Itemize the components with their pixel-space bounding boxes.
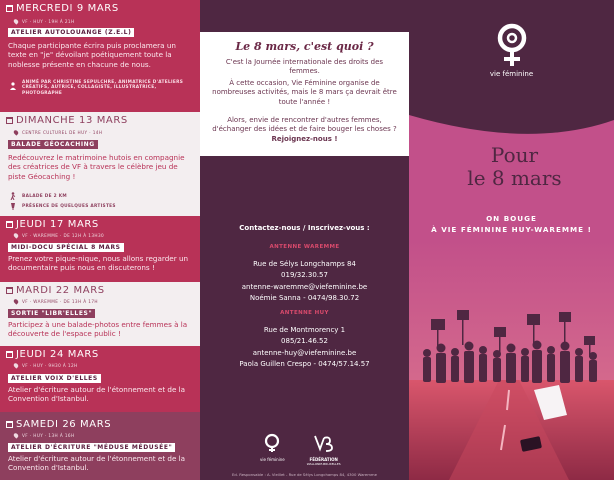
artist-icon	[9, 202, 17, 210]
email-link[interactable]: antenne-huy@viefeminine.be	[252, 348, 357, 357]
address: Rue de Sélys Longchamps 84	[253, 259, 356, 268]
vie-feminine-logo: vie féminine	[260, 433, 285, 466]
legal-notice: Ed. Responsable : A. Vieillet - Rue de Sélys Longchamps 84, 4300 Waremme	[232, 472, 377, 477]
event-description: Atelier d'écriture autour de l'étonnement et de la Convention d'Istanbul.	[8, 454, 186, 473]
phone[interactable]: 019/32.30.57	[281, 271, 328, 279]
event-description: Chaque participante écrira puis proclamera un texte en "je" dévoilant poétiquement toute la noblesse présente en chacune de nous.	[8, 41, 176, 69]
event-meta: CENTRE CULTUREL DE HUY · 14H	[22, 130, 103, 135]
cover-title-line2: le 8 mars	[467, 166, 562, 190]
events-panel	[0, 0, 200, 480]
federation-logo: FÉDÉRATION WALLONIE-BRUXELLES	[307, 433, 341, 466]
slogan-line2: À VIE FÉMININE HUY-WAREMME !	[431, 225, 592, 234]
person-icon	[9, 82, 17, 90]
event-date: DIMANCHE 13 MARS	[16, 115, 128, 126]
event-title: BALADE GÉOCACHING	[8, 140, 98, 149]
antenne-waremme	[200, 242, 409, 305]
cover-title-line1: Pour	[490, 143, 539, 167]
brand-name: vie féminine	[489, 70, 534, 78]
event-meta: VF · HUY · 19H À 21H	[22, 19, 75, 24]
event-description: Participez à une balade-photos entre femmes à la découverte de l'espace public !	[8, 320, 188, 339]
event-description: Redécouvrez le matrimoine hutois en compagnie des créatrices de VF à travers le célèbre jeu de piste Géocaching !	[8, 153, 185, 181]
event-block	[0, 282, 200, 346]
event-title: ATELIER VOIX D'ELLES	[8, 374, 101, 383]
event-date: MARDI 22 MARS	[16, 285, 105, 296]
location-pin-icon	[13, 362, 19, 368]
calendar-icon	[6, 5, 13, 12]
protest-illustration	[409, 240, 614, 480]
event-date: JEUDI 17 MARS	[16, 219, 99, 230]
event-title: MIDI-DOCU SPÉCIAL 8 MARS	[8, 243, 124, 252]
event-date: MERCREDI 9 MARS	[16, 3, 119, 14]
venus-logo-icon	[491, 22, 533, 68]
contact-panel	[200, 0, 409, 480]
event-block	[0, 216, 200, 282]
antenne-label: ANTENNE WAREMME	[269, 244, 340, 250]
address: Rue de Montmorency 1	[263, 325, 346, 334]
location-pin-icon	[13, 232, 19, 238]
event-meta: VF · WAREMME · DE 12H À 13H30	[22, 233, 105, 238]
location-pin-icon	[13, 18, 19, 24]
event-title: SORTIE "LIBR'ELLES"	[8, 309, 95, 318]
email-link[interactable]: antenne-waremme@viefeminine.be	[241, 282, 368, 291]
contact-title: Contactez-nous / Inscrivez-vous :	[239, 224, 370, 232]
event-meta: VF · HUY · 9H30 À 12H	[22, 363, 78, 368]
event-title: ATELIER D'ÉCRITURE "MÉDUSE MÉDUSÉE"	[8, 443, 175, 452]
info-paragraph: C'est la Journée internationale des droits des femmes.	[225, 58, 384, 76]
antenne-huy	[200, 308, 409, 371]
contact-person: Noémie Sanna - 0474/98.30.72	[249, 294, 360, 302]
event-block	[0, 346, 200, 412]
venus-logo-icon	[261, 433, 283, 453]
location-pin-icon	[13, 129, 19, 135]
slogan-line1: ON BOUGE	[486, 214, 537, 223]
event-description: Atelier d'écriture autour de l'étonnement et de la Convention d'Istanbul.	[8, 385, 186, 404]
calendar-icon	[6, 117, 13, 124]
event-meta: VF · WAREMME · DE 13H À 17H	[22, 299, 98, 304]
location-pin-icon	[13, 432, 19, 438]
calendar-icon	[6, 421, 13, 428]
event-description: Prenez votre pique-nique, nous allons regarder un documentaire puis nous en discuterons !	[8, 254, 189, 273]
event-date: SAMEDI 26 MARS	[16, 419, 112, 430]
info-box	[200, 32, 409, 156]
info-paragraph: Alors, envie de rencontrer d'autres femmes, d'échanger des idées et de faire bouger les choses ?	[212, 116, 397, 134]
event-date: JEUDI 24 MARS	[16, 349, 99, 360]
event-note: BALADE DE 2 KM	[22, 194, 67, 199]
walk-icon	[9, 192, 17, 200]
phone[interactable]: 085/21.46.52	[281, 337, 328, 345]
event-block	[0, 0, 200, 112]
event-block	[0, 412, 200, 480]
calendar-icon	[6, 287, 13, 294]
calendar-icon	[6, 221, 13, 228]
event-title: ATELIER AUTOLOUANGE (Z.E.L)	[8, 28, 134, 37]
event-note: ANIMÉ PAR CHRISTINE SEPULCHRE, ANIMATRICE D'ATELIERS CRÉATIFS, AUTRICE, COLLAGISTE, ILLUSTRATRICE, PHOTOGRAPHE	[22, 80, 184, 96]
cover-panel	[409, 0, 614, 480]
contact-person: Paola Guillen Crespo - 0474/57.14.57	[239, 360, 370, 368]
location-pin-icon	[13, 298, 19, 304]
event-note: PRÉSENCE DE QUELQUES ARTISTES	[22, 204, 116, 209]
antenne-label: ANTENNE HUY	[280, 310, 329, 316]
event-block	[0, 112, 200, 216]
info-box-title: Le 8 mars, c'est quoi ?	[235, 40, 374, 53]
calendar-icon	[6, 351, 13, 358]
fwb-logo-icon	[312, 433, 336, 453]
event-meta: VF · HUY · 13H À 16H	[22, 433, 75, 438]
info-call-to-action: Rejoignez-nous !	[271, 135, 338, 143]
info-paragraph: À cette occasion, Vie Féminine organise de nombreuses activités, mais le 8 mars ça devrait être toute l'année !	[212, 79, 397, 106]
